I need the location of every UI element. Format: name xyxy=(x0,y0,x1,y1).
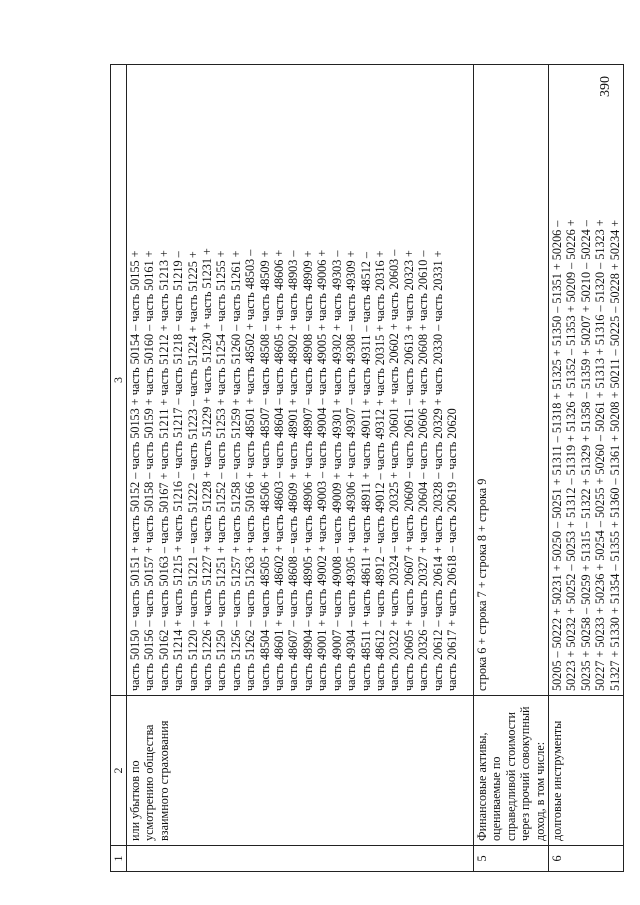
formula-line: часть 48612 – часть 48912 – часть 49012 – часть 49312 + часть 20315 + часть 20316 + xyxy=(372,250,387,691)
formula-line: часть 48904 – часть 48905 + часть 48906 + часть 48907 – часть 48908 – часть 48909 + xyxy=(300,250,315,691)
formula-line: часть 48511 + часть 48611 + часть 48911 + часть 49011 + часть 49311 – часть 48512 – xyxy=(358,251,373,691)
formula-line: часть 50156 – часть 50157 + часть 50158 – часть 50159 + часть 50160 – часть 50161 + xyxy=(142,250,157,691)
formula-line: строка 6 + строка 7 + строка 8 + строка 9 xyxy=(475,478,489,691)
row-formula xyxy=(549,65,624,696)
formula-line: 50235 + 50258 – 50259 + 51315 – 51322 + 51329 + 51358 – 51359 + 50207 + 50210 – 50224 – xyxy=(578,220,593,691)
row-formula xyxy=(127,65,474,696)
formula-line: 50223 + 50232 + 50252 – 50253 + 51312 – 51319 + 51326 + 51352 – 51353 + 50209 – 50226 + xyxy=(564,219,579,691)
formula-line: часть 49304 – часть 49305 + часть 49306 + часть 49307 – часть 49308 – часть 49309 + xyxy=(344,250,359,691)
table-header-row xyxy=(111,65,127,872)
row-name: или убытков по усмотрению общества взаимного страхования xyxy=(127,696,474,846)
formula-line: часть 51220 – часть 51221 – часть 51222 – часть 51223 – часть 51224 + часть 51225 + xyxy=(185,251,200,691)
formula-line: часть 20612 – часть 20614 + часть 20328 – часть 20329 + часть 20330 – часть 20331 + xyxy=(430,250,445,691)
formula-line: часть 51256 – часть 51257 + часть 51258 – часть 51259 + часть 51260 – часть 51261 + xyxy=(228,250,243,691)
formula-line: часть 48504 – часть 48505 + часть 48506 + часть 48507 – часть 48508 – часть 48509 + xyxy=(257,250,272,691)
formula-line: часть 50150 – часть 50151 + часть 50152 – часть 50153 + часть 50154 – часть 50155 + xyxy=(128,250,142,691)
formula-line: часть 48601 + часть 48602 + часть 48603 – часть 48604 – часть 48605 + часть 48606 + xyxy=(272,249,287,691)
row-number: 5 xyxy=(474,846,549,872)
column-header-2: 2 xyxy=(111,696,127,846)
row-name: долговые инструменты xyxy=(549,696,624,846)
table-row xyxy=(474,65,549,872)
formula-line: часть 20326 – часть 20327 + часть 20604 – часть 20606 + часть 20608 + часть 20610 – xyxy=(416,250,431,691)
formula-line: часть 51250 – часть 51251 + часть 51252 – часть 51253 + часть 51254 – часть 51255 + xyxy=(214,250,229,691)
table-row xyxy=(549,65,624,872)
row-number: 6 xyxy=(549,846,624,872)
formula-line: часть 48607 – часть 48608 – часть 48609 + часть 48901 + часть 48902 + часть 48903 – xyxy=(286,250,301,691)
row-number xyxy=(127,846,474,872)
column-header-3: 3 xyxy=(111,65,127,696)
page-number: 390 xyxy=(598,76,613,97)
row-formula xyxy=(474,65,549,696)
formula-table xyxy=(110,64,624,872)
column-header-1: 1 xyxy=(111,846,127,872)
formula-line: часть 49007 – часть 49008 – часть 49009 + часть 49301 + часть 49302 + часть 49303 – xyxy=(329,250,344,691)
formula-line: часть 51262 – часть 51263 + часть 50166 + часть 48501 + часть 48502 + часть 48503 – xyxy=(243,249,258,691)
formula-line: 51327 + 51330 + 51354 – 51355 + 51360 – 51361 + 50208 + 50211 – 50225 – 50228 + 50234 + xyxy=(607,219,622,691)
table-row xyxy=(127,65,474,872)
formula-line: часть 20605 + часть 20607 + часть 20609 – часть 20611 – часть 20613 + часть 20323 + xyxy=(401,250,416,691)
formula-line: часть 50162 – часть 50163 – часть 50167 + часть 51211 + часть 51212 + часть 51213 + xyxy=(156,250,171,691)
formula-line: часть 51226 + часть 51227 + часть 51228 + часть 51229 + часть 51230 + часть 51231 + xyxy=(200,248,215,691)
row-name: Финансовые активы, оцениваемые по справедливой стоимости через прочий совокупный доход, в том числе: xyxy=(474,696,549,846)
formula-line: 50227 + 50233 + 50236 + 50254 – 50255 + 50260 – 50261 + 51313 + 51316 – 51320 – 51323 + xyxy=(593,219,608,691)
formula-line: 50205 – 50222 + 50231 + 50250 – 50251 + 51311 – 51318 + 51325 + 51350 – 51351 + 50206 – xyxy=(550,220,565,691)
formula-line: часть 20322 + часть 20324 – часть 20325 + часть 20601 + часть 20602 + часть 20603 – xyxy=(387,249,402,691)
formula-line: часть 20617 + часть 20618 – часть 20619 – часть 20620 xyxy=(444,408,459,691)
formula-line: часть 51214 + часть 51215 + часть 51216 – часть 51217 – часть 51218 – часть 51219 – xyxy=(171,251,186,691)
formula-line: часть 49001 + часть 49002 + часть 49003 – часть 49004 – часть 49005 + часть 49006 + xyxy=(315,249,330,691)
